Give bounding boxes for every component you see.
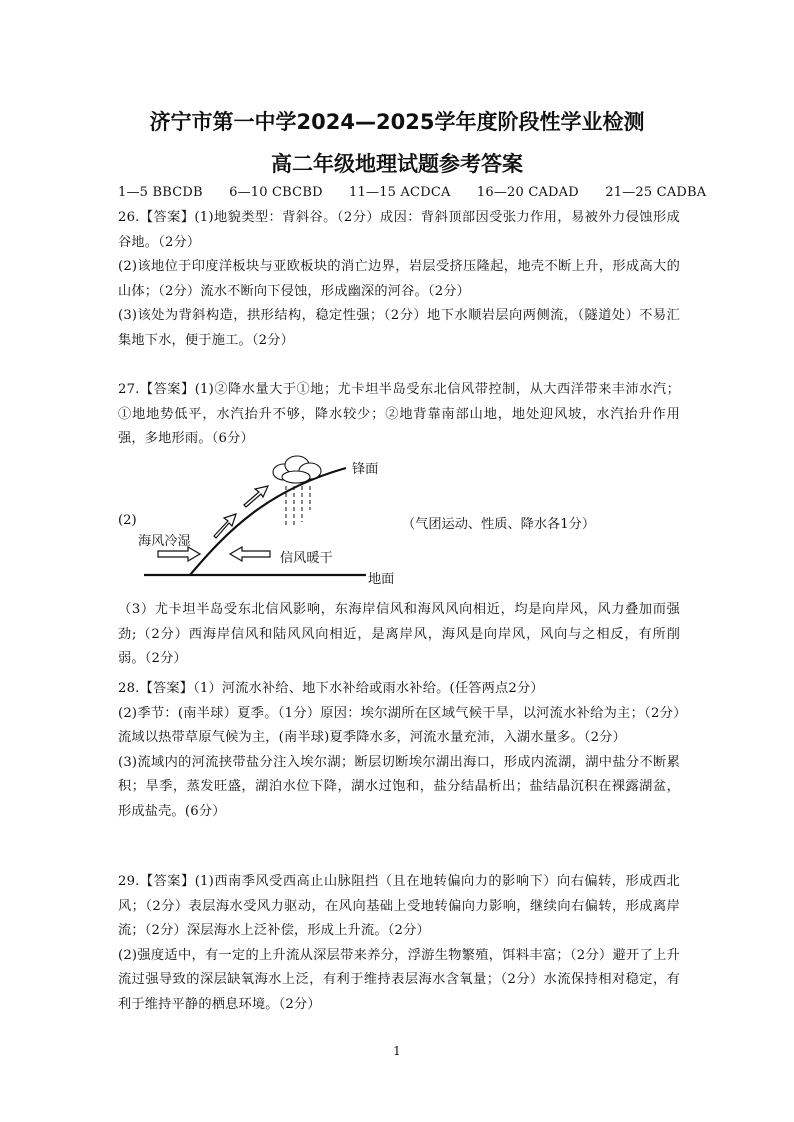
q28-part3: (3)流域内的河流挟带盐分注入埃尔湖；断层切断埃尔湖出海口，形成内流湖，湖中盐分不断累积；旱季，蒸发旺盛，湖泊水位下降，湖水过饱和，盐分结晶析出；盐结晶沉积在裸露湖盆，形成盐壳。(6分）	[118, 754, 680, 819]
q27-part1: 27.【答案】(1)②降水量大于①地；尤卡坦半岛受东北信风带控制，从大西洋带来丰沛水汽；①地地势低平，水汽抬升不够，降水较少；②地背靠南部山地，地处迎风坡，水汽抬升作用强，多地形雨。（6分）	[118, 382, 680, 446]
q29-part1: 29.【答案】(1)西南季风受西高止山脉阻挡（且在地转偏向力的影响下）向右偏转，形成西北风；（2分）表层海水受风力驱动，在风向基础上受地转偏向力影响，继续向右偏转，形成离岸流；（2分）深层海水上泛补偿，形成上升流。（2分）	[118, 874, 680, 938]
front-diagram	[118, 450, 718, 595]
mcq-group: 6—10 CBCBD	[229, 185, 323, 200]
mcq-group: 21—25 CADBA	[605, 185, 707, 200]
question-26	[118, 206, 680, 353]
q26-part2: (2)该地位于印度洋板块与亚欧板块的消亡边界，岩层受挤压隆起，地壳不断上升，形成高大的山体；（2分）流水不断向下侵蚀，形成幽深的河谷。（2分）	[118, 259, 680, 299]
arrow-right-icon	[158, 547, 200, 561]
rising-air-arrows	[214, 486, 268, 538]
cloud-icon	[273, 456, 321, 483]
question-29	[118, 870, 680, 1017]
label-ground: 地面	[368, 572, 395, 587]
fig-prefix: (2)	[118, 513, 137, 528]
mcq-group: 1—5 BBCDB	[118, 185, 203, 200]
mcq-group: 16—20 CADAD	[476, 185, 579, 200]
arrow-up-icon	[214, 514, 236, 538]
document-subtitle: 高二年级地理试题参考答案	[271, 152, 523, 176]
rain-icon	[286, 486, 310, 528]
arrow-left-icon	[230, 547, 270, 561]
q27-part3: （3）尤卡坦半岛受东北信风影响，东海岸信风和海风风向相近，均是向岸风，风力叠加而强劲;（2分）西海岸信风和陆风风向相近，是离岸风，海风是向岸风，风向与之相反，有所削弱。（2分）	[118, 602, 680, 666]
question-28	[118, 677, 680, 824]
label-trade-wind: 信风暖干	[280, 551, 333, 566]
mcq-answers	[118, 185, 728, 200]
label-front: 锋面	[352, 462, 379, 477]
q26-part3: (3)该处为背斜构造，拱形结构，稳定性强；（2分）地下水顺岩层向两侧流，（隧道处）不易汇集地下水，便于施工。（2分）	[118, 308, 680, 348]
question-27-part3	[118, 598, 680, 672]
label-sea-breeze: 海风冷湿	[138, 534, 191, 549]
q28-part1: 28.【答案】（1）河流水补给、地下水补给或雨水补给。(任答两点2分）	[118, 681, 544, 696]
document-title: 济宁市第一中学2024—2025学年度阶段性学业检测	[149, 110, 645, 134]
q29-part2: (2)强度适中，有一定的上升流从深层带来养分，浮游生物繁殖，饵料丰富；（2分）避开了上升流过强导致的深层缺氧海水上泛，有利于维持表层海水含氧量；（2分）水流保持相对稳定，有利于维持平静的栖息环境。（2分）	[118, 947, 680, 1012]
q28-part2: (2)季节：(南半球）夏季。（1分）原因：埃尔湖所在区域气候干旱，以河流水补给为主；（2分）流域以热带草原气候为主，(南半球)夏季降水多，河流水量充沛，入湖水量多。（2分）	[118, 705, 680, 745]
mcq-group: 11—15 ACDCA	[349, 185, 451, 200]
scoring-note: （气团运动、性质、降水各1分）	[402, 517, 596, 532]
question-27-part1	[118, 378, 680, 452]
q26-part1: 26.【答案】(1)地貌类型：背斜谷。（2分）成因：背斜顶部因受张力作用，易被外力侵蚀形成谷地。（2分）	[118, 210, 680, 250]
page-number: 1	[393, 1044, 401, 1058]
